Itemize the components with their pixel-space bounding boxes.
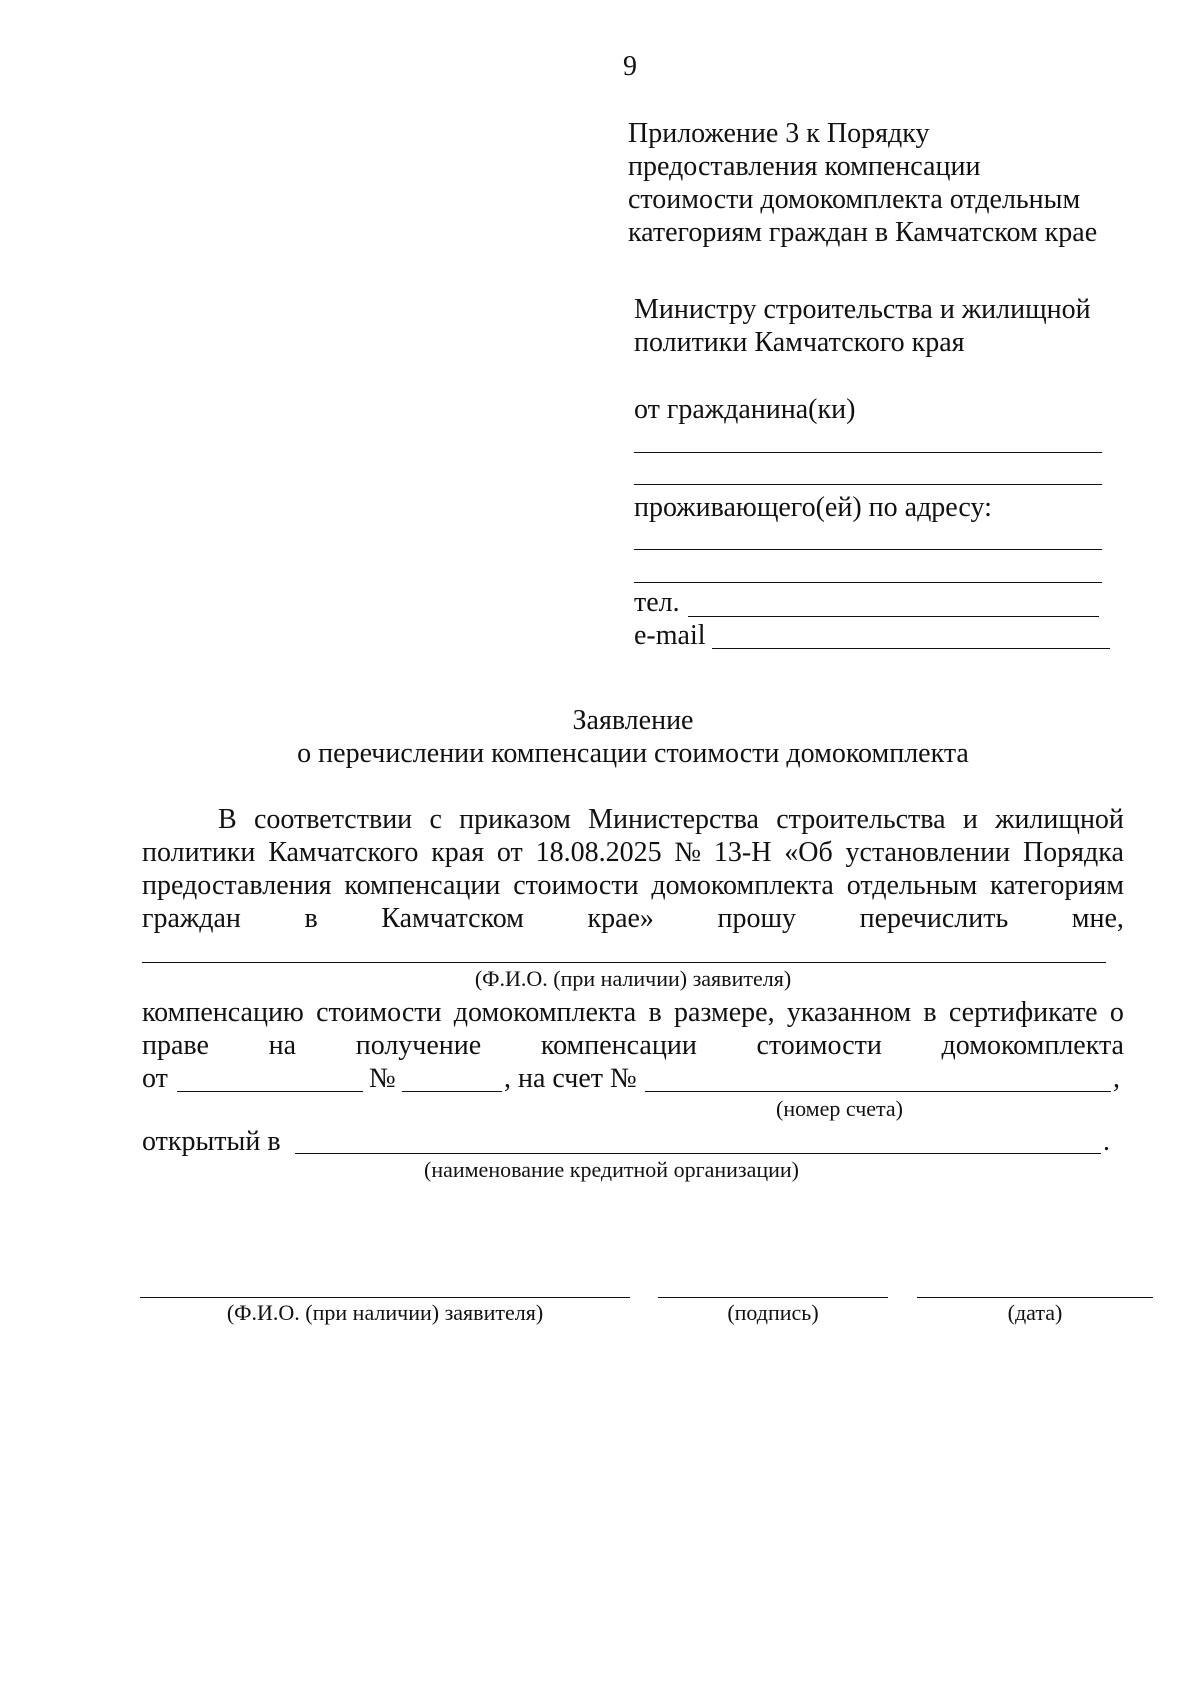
appendix-line-2: предоставления компенсации [628,151,981,182]
body-word: № [674,837,702,868]
body-word: «Об [784,837,833,868]
body-word: размере, [673,997,775,1028]
body-word: соответствии [253,804,413,835]
applicant-fio-line[interactable] [142,962,1106,963]
body-word: стоимости [316,997,442,1028]
body-word: компенсации [540,1030,697,1061]
body-word: домокомплекта [651,870,834,901]
from-citizen-label: от гражданина(ки) [634,394,856,425]
citizen-name-line-1[interactable] [634,452,1102,453]
body-line-1 [218,803,1124,836]
page-number: 9 [623,51,637,82]
body-word: о [1109,997,1124,1028]
bank-caption: (наименование кредитной организации) [424,1157,799,1182]
body-word: категориям [990,870,1124,901]
body-line-2 [142,836,1124,869]
body-word: Камчатского [268,837,419,868]
body-word: В [218,804,237,835]
body-word: края [431,837,485,868]
signature-sign-caption: (подпись) [727,1300,819,1325]
citizen-name-line-2[interactable] [634,484,1102,485]
body-word: отдельным [846,870,978,901]
signature-fio-line[interactable] [140,1297,630,1298]
body-word: 13-Н [713,837,772,868]
body-word: установлении [845,837,1011,868]
body-word: стоимости [756,1030,882,1061]
phone-line[interactable] [688,616,1099,617]
addressee-line-2: политики Камчатского края [634,327,965,358]
address-line-1[interactable] [634,549,1102,550]
address-line-2[interactable] [634,582,1102,583]
signature-line[interactable] [658,1297,888,1298]
certificate-number-sign: № [369,1063,396,1094]
body-word: от [496,837,523,868]
body-word: в [648,997,662,1028]
body-word: предоставления [142,870,332,901]
email-label: e-mail [634,620,706,651]
body-word: Камчатском [381,903,524,934]
document-subtitle: о перечислении компенсации стоимости домокомплекта [297,738,969,769]
body-word: на [268,1030,297,1061]
body-word: политики [142,837,256,868]
body-word: 18.08.2025 [535,837,662,868]
bank-name-line[interactable] [295,1153,1101,1154]
body-word: с [429,804,442,835]
body-word: приказом [459,804,571,835]
body-line-4 [142,902,1124,935]
applicant-fio-caption: (Ф.И.О. (при наличии) заявителя) [474,966,792,991]
body-line-3 [142,869,1124,902]
body-word: Министерства [588,804,759,835]
address-label: проживающего(ей) по адресу: [634,492,992,523]
body-word: домокомплекта [453,997,637,1028]
signature-date-caption: (дата) [1007,1300,1063,1325]
addressee-line-1: Министру строительства и жилищной [634,294,1091,325]
body-word: компенсации [344,870,501,901]
opened-in-label: открытый в [142,1126,281,1157]
phone-label: тел. [634,587,680,618]
compensation-line-1 [142,996,1124,1029]
body-word: прошу [717,903,797,934]
body-word: получение [355,1030,482,1061]
body-word: и [962,804,978,835]
certificate-date-line[interactable] [177,1091,363,1092]
signature-date-line[interactable] [917,1297,1153,1298]
body-word: крае» [587,903,654,934]
body-word: в [923,997,937,1028]
body-word: указанном [786,997,912,1028]
account-label: , на счет № [504,1063,637,1094]
signature-fio-caption: (Ф.И.О. (при наличии) заявителя) [226,1300,544,1325]
compensation-line-2 [142,1029,1124,1062]
body-word: Порядка [1022,837,1124,868]
appendix-line-4: категориям граждан в Камчатском крае [628,217,1098,248]
email-line[interactable] [712,648,1110,649]
body-word: граждан [142,903,241,934]
body-word: компенсацию [142,997,304,1028]
account-number-line[interactable] [645,1091,1111,1092]
body-word: праве [142,1030,209,1061]
body-word: перечислить [859,903,1009,934]
body-word: мне, [1071,903,1124,934]
appendix-line-1: Приложение 3 к Порядку [628,118,930,149]
bank-period: . [1103,1126,1110,1157]
account-comma: , [1113,1063,1120,1094]
from-word: от [142,1063,168,1094]
document-title: Заявление [572,705,694,736]
body-word: стоимости [513,870,639,901]
certificate-number-line[interactable] [402,1091,502,1092]
account-caption: (номер счета) [776,1096,903,1121]
body-word: домокомплекта [941,1030,1124,1061]
body-word: жилищной [995,804,1124,835]
body-word: строительства [776,804,946,835]
body-word: сертификате [948,997,1098,1028]
body-word: в [304,903,318,934]
appendix-line-3: стоимости домокомплекта отдельным [628,184,1081,215]
